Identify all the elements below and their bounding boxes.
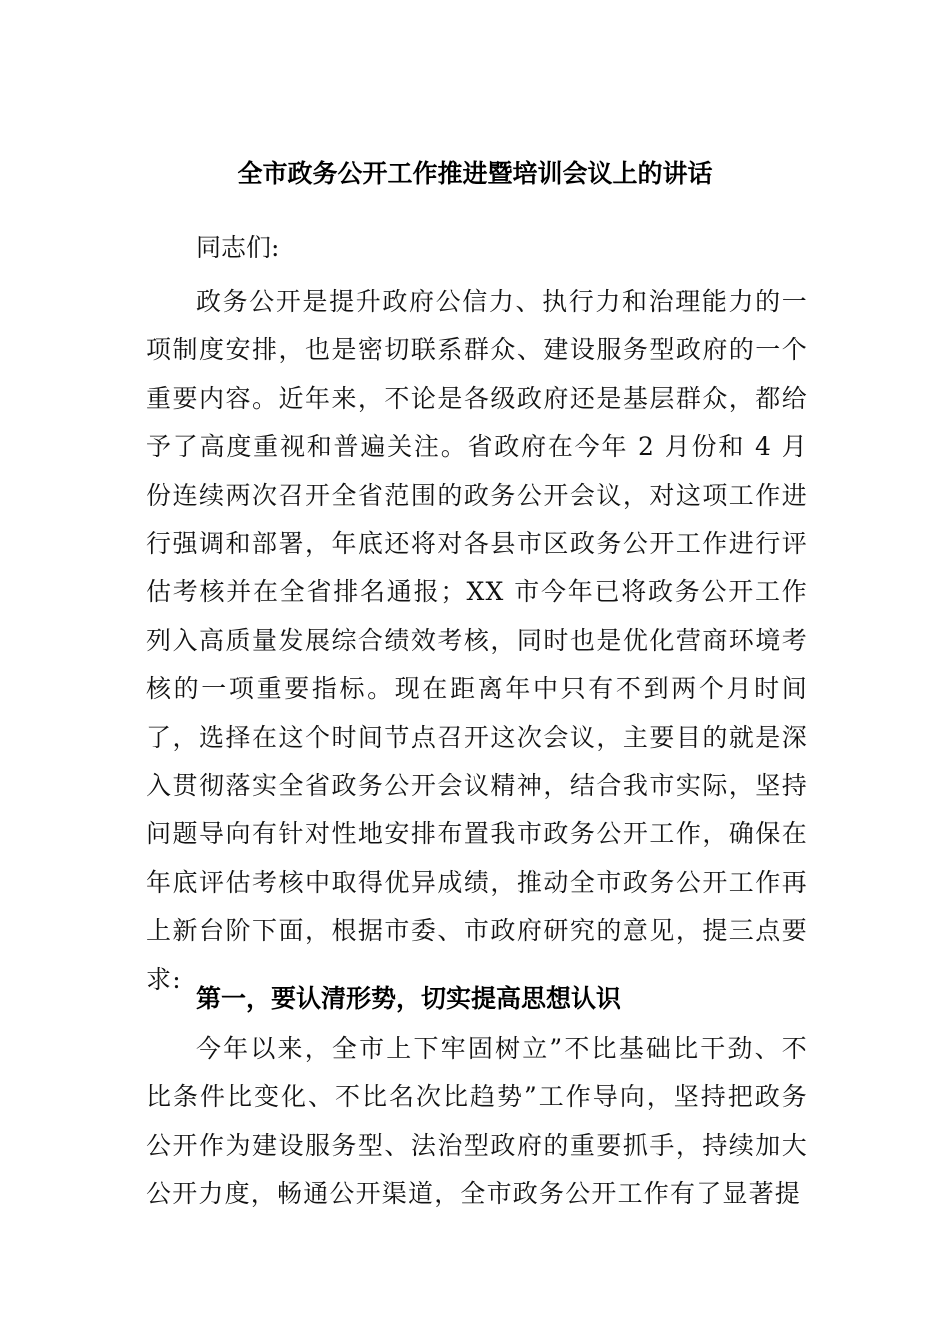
document-title: 全市政务公开工作推进暨培训会议上的讲话 xyxy=(237,159,713,188)
section-1-heading: 第一，要认清形势，切实提高思想认识 xyxy=(196,984,622,1013)
paragraph-2: 今年以来，全市上下牢固树立”不比基础比干劲、不比条件比变化、不比名次比趋势”工作导向，坚持把政务公开作为建设服务型、法治型政府的重要抓手，持续加大公开力度，畅通公开渠道，全市政务公开工作有了显著提 xyxy=(146,1034,808,1209)
greeting: 同志们: xyxy=(196,233,280,262)
paragraph-1: 政务公开是提升政府公信力、执行力和治理能力的一项制度安排，也是密切联系群众、建设服务型政府的一个重要内容。近年来，不论是各级政府还是基层群众，都给予了高度重视和普遍关注。省政府在今年 2 月份和 4 月份连续两次召开全省范围的政务公开会议，对这项工作进行强调和部署，年底还将对各县市区政务公开工作进行评估考核并在全省排名通报；XX 市今年已将政务公开工作列入高质量发展综合绩效考核，同时也是优化营商环境考核的一项重要指标。现在距离年中只有不到两个月时间了，选择在这个时间节点召开这次会议，主要目的就是深入贯彻落实全省政务公开会议精神，结合我市实际，坚持问题导向有针对性地安排布置我市政务公开工作，确保在年底评估考核中取得优异成绩，推动全市政务公开工作再上新台阶下面，根据市委、市政府研究的意见，提三点要求: xyxy=(146,287,808,994)
